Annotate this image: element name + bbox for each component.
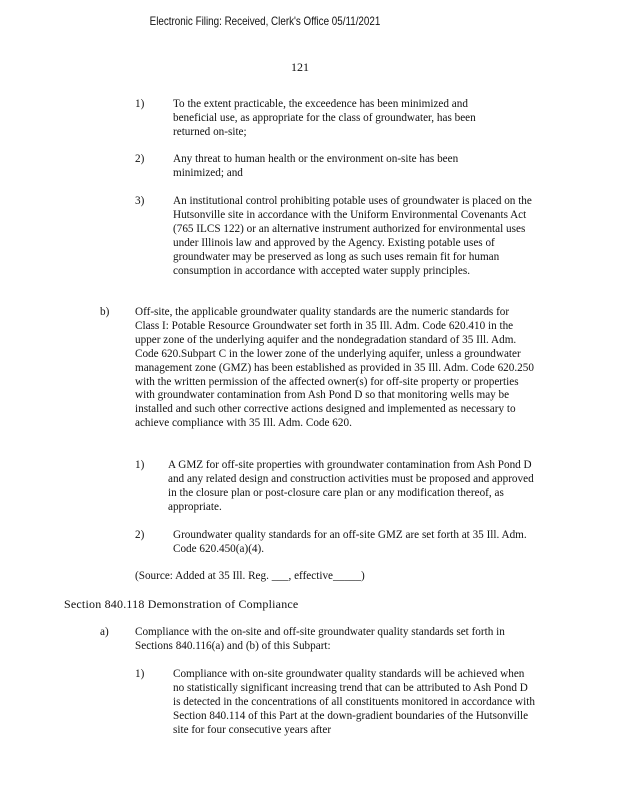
filing-stamp: Electronic Filing: Received, Clerk's Office 05/11/2021 [149, 14, 381, 28]
list-item-text: Any threat to human health or the environment on-site has been minimized; and [173, 153, 459, 179]
page-number: 121 [291, 60, 309, 74]
list-item-number: 1) [135, 98, 145, 110]
subsection-text: Compliance with the on-site and off-site groundwater quality standards set forth in Sections 840.116(a) and (b) of this Subpart: [135, 626, 505, 652]
source-note: (Source: Added at 35 Ill. Reg. ___, effective_____) [135, 570, 365, 582]
list-item-text: A GMZ for off-site properties with groundwater contamination from Ash Pond D and any related design and construction activities must be proposed and approved in the closure plan or post-closure care plan or any modification thereof, as appropriate. [168, 459, 534, 513]
subsection-label: a) [100, 626, 109, 638]
subsection-text: Off-site, the applicable groundwater quality standards are the numeric standards for Class I: Potable Resource Groundwater set forth in 35 Ill. Adm. Code 620.410 in the upper zone of the underlying aquifer and the nondegradation standard of 35 Ill. Adm. Code 620.Subpart C in the lower zone of the underlying aquifer, unless a groundwater management zone (GMZ) has been established as provided in 35 Ill. Adm. Code 620.250 with the written permission of the affected owner(s) for off-site property or properties with groundwater contamination from Ash Pond D so that monitoring wells may be installed and such other corrective actions designed and implemented as necessary to achieve compliance with 35 Ill. Adm. Code 620. [135, 306, 534, 430]
section-heading: Section 840.118 Demonstration of Compliance [64, 597, 299, 611]
list-item-text: Compliance with on-site groundwater quality standards will be achieved when no statistically significant increasing trend that can be attributed to Ash Pond D is detected in the concentrations of all constituents monitored in accordance with Section 840.114 of this Part at the down-gradient boundaries of the Hutsonville site for four consecutive years after [173, 668, 535, 736]
list-item-text: Groundwater quality standards for an off-site GMZ are set forth at 35 Ill. Adm. Code 620.450(a)(4). [173, 529, 527, 555]
list-item-number: 1) [135, 459, 145, 471]
list-item-number: 2) [135, 529, 145, 541]
list-item-text: To the extent practicable, the exceedence has been minimized and beneficial use, as appropriate for the class of groundwater, has been returned on-site; [173, 98, 476, 138]
list-item-number: 3) [135, 195, 145, 207]
list-item-number: 1) [135, 668, 145, 680]
list-item-number: 2) [135, 153, 145, 165]
list-item-text: An institutional control prohibiting potable uses of groundwater is placed on the Hutsonville site in accordance with the Uniform Environmental Covenants Act (765 ILCS 122) or an alternative instrument authorized for environmental uses under Illinois law and approved by the Agency. Existing potable uses of groundwater may be preserved as long as such uses remain fit for human consumption in accordance with accepted water supply principles. [173, 195, 532, 277]
subsection-label: b) [100, 306, 110, 318]
